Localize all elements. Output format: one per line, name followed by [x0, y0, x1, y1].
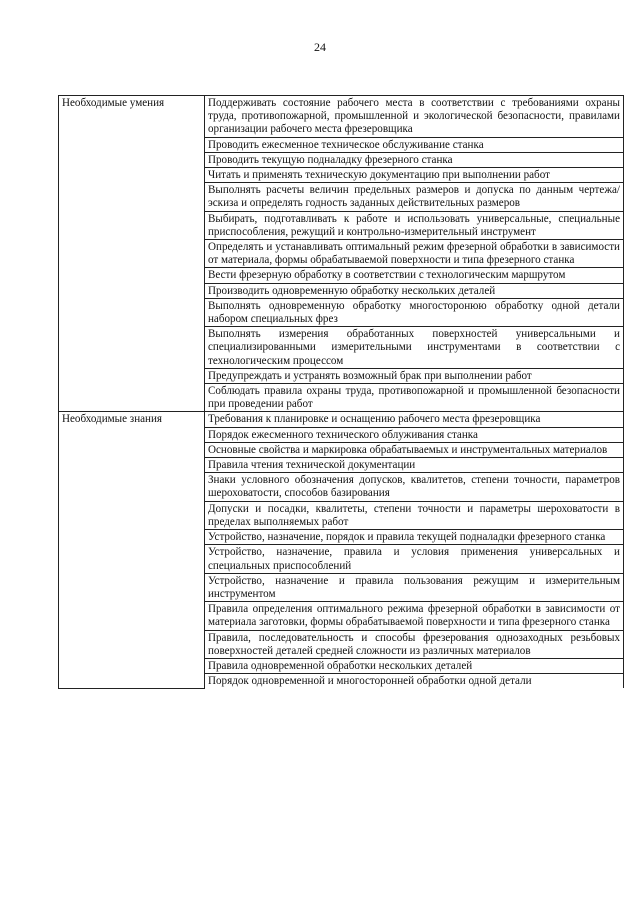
requirements-table [58, 95, 624, 689]
table-cell: Устройство, назначение, порядок и правила текущей подналадки фрезерного станка [205, 530, 624, 545]
page-number: 24 [314, 40, 326, 54]
table-cell: Правила одновременной обработки нескольких деталей [205, 658, 624, 673]
table-cell: Порядок ежесменного технического облуживания станка [205, 427, 624, 442]
table-cell: Выбирать, подготавливать к работе и использовать универсальные, специальные приспособления, режущий и контрольно-измерительный инструмент [205, 211, 624, 239]
section-title-knowledge: Необходимые знания [59, 412, 205, 688]
table-cell: Устройство, назначение, правила и условия применения универсальных и специальных приспособлений [205, 545, 624, 573]
table-cell: Выполнять одновременную обработку многосторонюю обработку одной детали набором специальных фрез [205, 298, 624, 326]
table-row [59, 96, 624, 138]
table-cell: Соблюдать правила охраны труда, противопожарной и промышленной безопасности при проведении работ [205, 384, 624, 412]
table-cell: Правила, последовательность и способы фрезерования однозаходных резьбовых поверхностей деталей средней сложности из различных материалов [205, 630, 624, 658]
table-cell: Выполнять измерения обработанных поверхностей универсальными и специализированными измерительными инструментами в соответствии с технологическим процессом [205, 327, 624, 369]
table-cell: Вести фрезерную обработку в соответствии с технологическим маршрутом [205, 268, 624, 283]
table-cell: Выполнять расчеты величин предельных размеров и допуска по данным чертежа/эскиза и определять годность заданных действительных размеров [205, 183, 624, 211]
table-cell: Читать и применять техническую документацию при выполнении работ [205, 168, 624, 183]
table-cell: Правила определения оптимального режима фрезерной обработки в зависимости от материала заготовки, формы обрабатываемой поверхности и типа фрезерного станка [205, 602, 624, 630]
section-title-skills: Необходимые умения [59, 96, 205, 412]
table-cell: Проводить текущую подналадку фрезерного станка [205, 152, 624, 167]
table-cell: Предупреждать и устранять возможный брак при выполнении работ [205, 368, 624, 383]
table-cell: Определять и устанавливать оптимальный режим фрезерной обработки в зависимости от материала, формы обрабатываемой поверхности и типа фрезерного станка [205, 240, 624, 268]
table-cell: Требования к планировке и оснащению рабочего места фрезеровщика [205, 412, 624, 427]
table-cell: Правила чтения технической документации [205, 458, 624, 473]
table-cell: Основные свойства и маркировка обрабатываемых и инструментальных материалов [205, 442, 624, 457]
table-cell: Поддерживать состояние рабочего места в соответствии с требованиями охраны труда, противопожарной, промышленной и экологической безопасности, правилами организации рабочего места фрезеровщика [205, 96, 624, 138]
table-cell: Порядок одновременной и многосторонней обработки одной детали [205, 674, 624, 689]
table-cell: Допуски и посадки, квалитеты, степени точности и параметры шероховатости в пределах выполняемых работ [205, 501, 624, 529]
table-cell: Производить одновременную обработку нескольких деталей [205, 283, 624, 298]
table-row [59, 412, 624, 427]
table-cell: Знаки условного обозначения допусков, квалитетов, степени точности, параметров шероховатости, способов базирования [205, 473, 624, 501]
table-cell: Проводить ежесменное техническое обслуживание станка [205, 137, 624, 152]
table-cell: Устройство, назначение и правила пользования режущим и измерительным инструментом [205, 573, 624, 601]
